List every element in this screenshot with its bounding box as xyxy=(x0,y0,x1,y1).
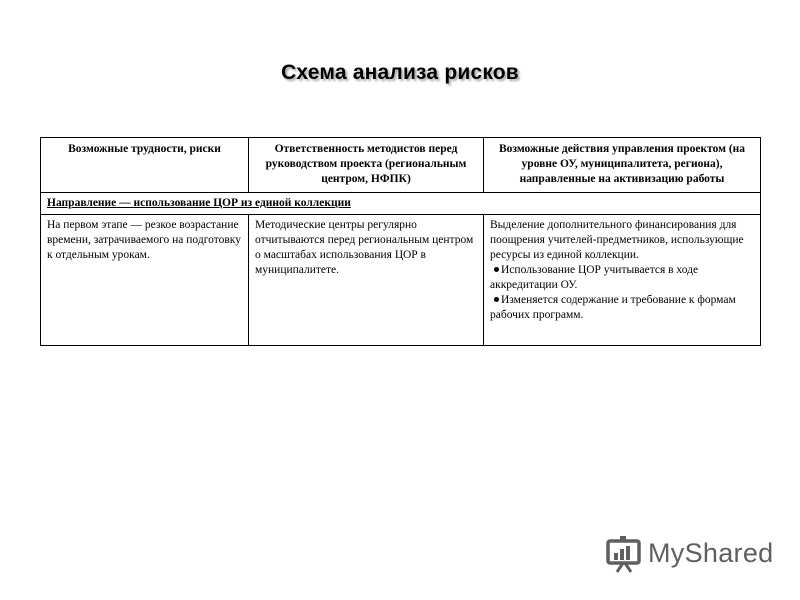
header-responsibility: Ответственность методистов перед руководством проекта (региональным центром, НФПК) xyxy=(249,138,484,193)
table-row xyxy=(41,215,761,346)
list-item-text: Изменяется содержание и требование к формам рабочих программ. xyxy=(490,294,736,321)
direction-label: Направление — использование ЦОР из единой коллекции xyxy=(41,193,761,215)
header-actions: Возможные действия управления проектом (на уровне ОУ, муниципалитета, региона), направленные на активизацию работы xyxy=(484,138,761,193)
actions-intro: Выделение дополнительного финансирования для поощрения учителей-предметников, использующие ресурсы из единой коллекции. xyxy=(490,219,744,261)
cell-actions xyxy=(484,215,761,346)
cell-responsibility: Методические центры регулярно отчитываются перед региональным центром о масштабах использования ЦОР в муниципалитете. xyxy=(249,215,484,346)
direction-row xyxy=(41,193,761,215)
bullet-icon xyxy=(494,297,499,302)
list-item-text: Использование ЦОР учитывается в ходе аккредитации ОУ. xyxy=(490,264,699,291)
page-title: Схема анализа рисков xyxy=(281,61,519,84)
cell-risk: На первом этапе — резкое возрастание времени, затрачиваемого на подготовку к отдельным урокам. xyxy=(41,215,249,346)
list-item xyxy=(490,263,754,293)
table-header-row xyxy=(41,138,761,193)
risk-analysis-table xyxy=(40,137,761,346)
presentation-board-icon xyxy=(605,534,645,574)
watermark-text: MyShared xyxy=(648,538,774,568)
watermark-logo xyxy=(605,534,774,574)
header-risks: Возможные трудности, риски xyxy=(41,138,249,193)
list-item xyxy=(490,293,754,323)
bullet-icon xyxy=(494,267,499,272)
